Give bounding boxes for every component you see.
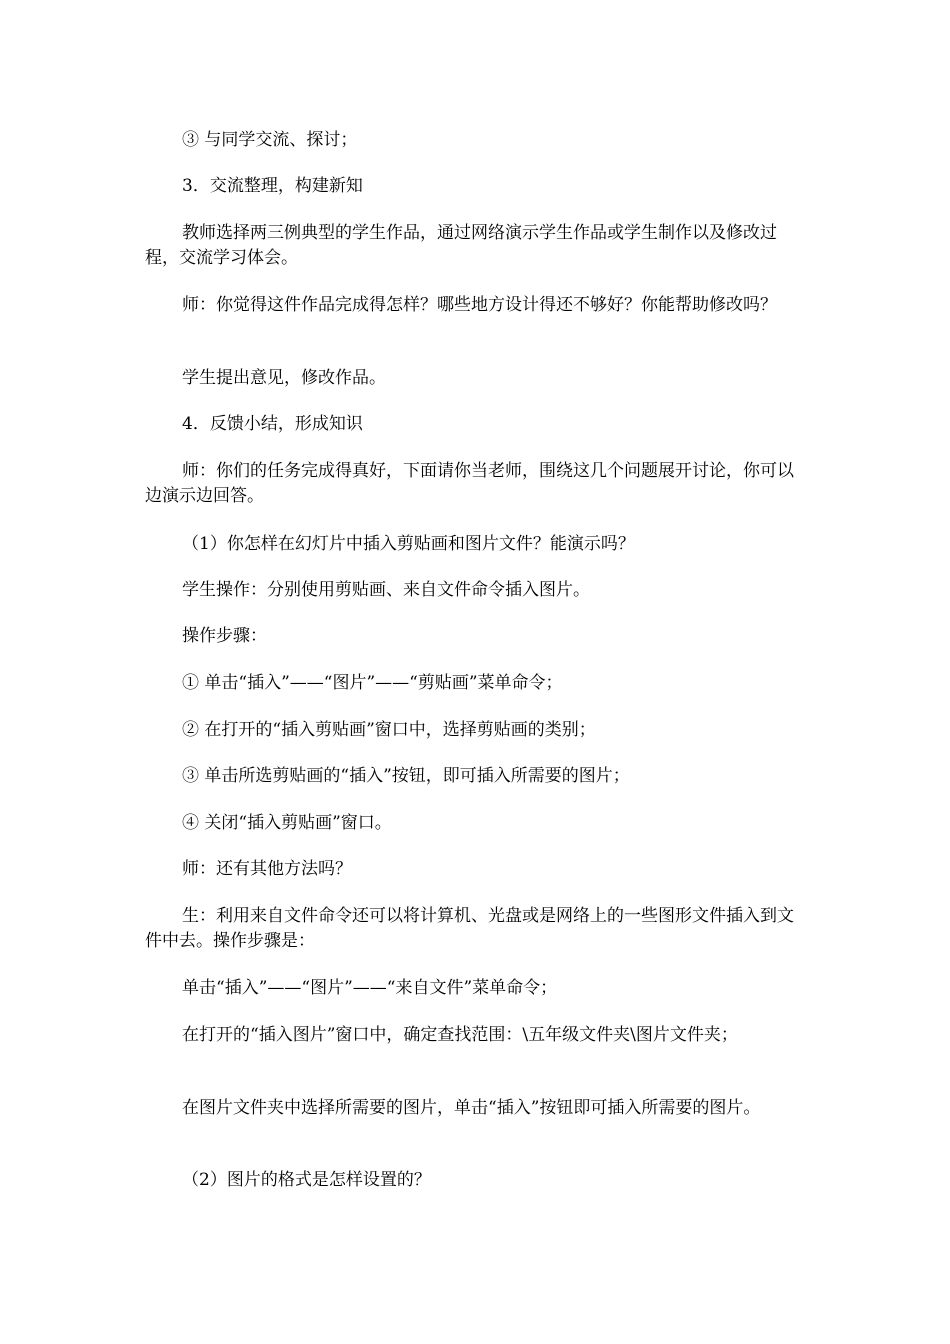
file-step-3: 在图片文件夹中选择所需要的图片，单击“插入”按钮即可插入所需要的图片。 bbox=[182, 1098, 761, 1118]
file-step-1: 单击“插入”——“图片”——“来自文件”菜单命令； bbox=[182, 978, 558, 998]
paragraph-teacher-task: 师：你们的任务完成得真好，下面请你当老师，围绕这几个问题展开讨论，你可以边演示边回答。 bbox=[145, 461, 794, 506]
paragraph-exchange-discuss: ③ 与同学交流、探讨； bbox=[182, 130, 358, 150]
step-item-4: ④ 关闭“插入剪贴画”窗口。 bbox=[182, 813, 392, 833]
paragraph-teacher-select: 教师选择两三例典型的学生作品，通过网络演示学生作品或学生制作以及修改过程，交流学习体会。 bbox=[145, 223, 777, 268]
question-1: （1）你怎样在幻灯片中插入剪贴画和图片文件？能演示吗？ bbox=[182, 534, 635, 554]
file-step-2: 在打开的“插入图片”窗口中，确定查找范围：\五年级文件夹\图片文件夹； bbox=[182, 1025, 738, 1045]
question-2: （2）图片的格式是怎样设置的？ bbox=[182, 1170, 431, 1190]
step-item-3: ③ 单击所选剪贴画的“插入”按钮，即可插入所需要的图片； bbox=[182, 766, 630, 786]
heading-step-3: 3．交流整理，构建新知 bbox=[182, 176, 363, 196]
paragraph-steps-label: 操作步骤： bbox=[182, 626, 267, 646]
paragraph-teacher-question-1: 师：你觉得这件作品完成得怎样？哪些地方设计得还不够好？你能帮助修改吗？ bbox=[182, 295, 777, 315]
paragraph-student-operation: 学生操作：分别使用剪贴画、来自文件命令插入图片。 bbox=[182, 580, 590, 600]
step-item-2: ② 在打开的“插入剪贴画”窗口中，选择剪贴画的类别； bbox=[182, 720, 596, 740]
paragraph-student-answer: 生：利用来自文件命令还可以将计算机、光盘或是网络上的一些图形文件插入到文件中去。操作步骤是： bbox=[145, 906, 794, 951]
paragraph-teacher-other-method: 师：还有其他方法吗？ bbox=[182, 859, 352, 879]
paragraph-student-opinion: 学生提出意见，修改作品。 bbox=[182, 368, 386, 388]
heading-step-4: 4．反馈小结，形成知识 bbox=[182, 414, 363, 434]
step-item-1: ① 单击“插入”——“图片”——“剪贴画”菜单命令； bbox=[182, 673, 563, 693]
